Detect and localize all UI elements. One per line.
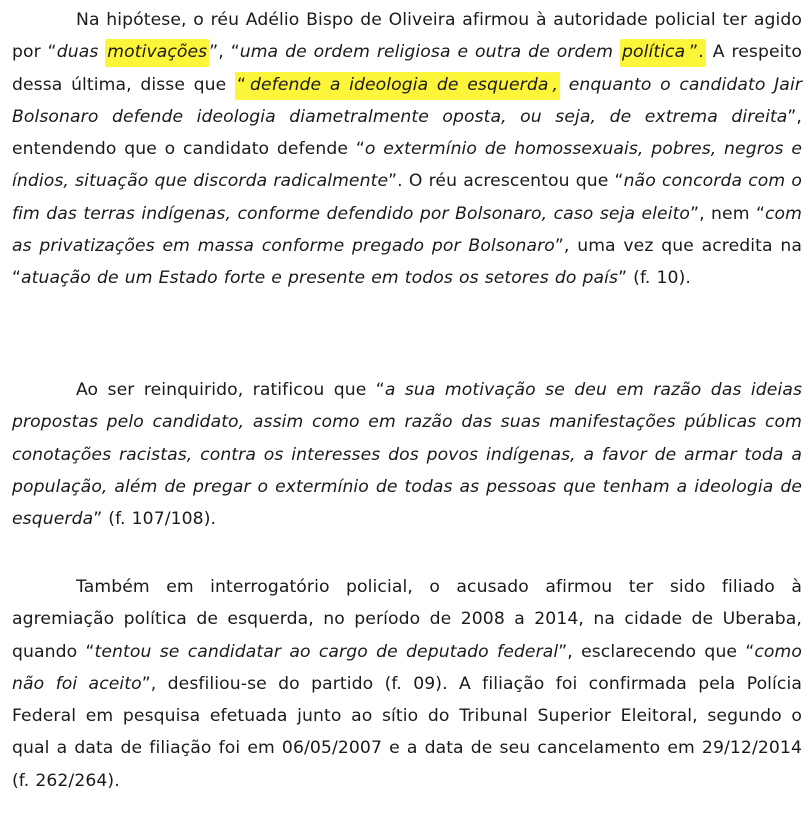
highlighted-text: defende a ideologia de esquerda: [248, 72, 550, 100]
text-run: ” (f. 10).: [618, 268, 691, 289]
highlighted-text: “: [235, 72, 248, 100]
quoted-text: a sua motivação se deu em razão das ideias propostas pelo candidato, assim como em razão das suas manifestações públicas com conotações racistas, contra os interesses dos povos indígenas, a favor de armar toda a população, além de pregar o extermínio de todas as pessoas que tenham a ideologia de esquerda: [12, 380, 803, 530]
text-run: ”, nem “: [690, 203, 765, 224]
quoted-text: uma de ordem religiosa e outra de ordem: [239, 42, 620, 63]
quoted-text: o extermínio de homossexuais, pobres, negros e índios, situação que discorda radicalmente: [12, 139, 802, 192]
quoted-text: tentou se candidatar ao cargo de deputado federal: [94, 641, 559, 662]
highlighted-text: política: [620, 39, 687, 67]
text-run: ”. O réu acrescentou que “: [388, 171, 624, 192]
quoted-text: não concorda com o fim das terras indígenas, conforme defendido por Bolsonaro, caso seja eleito: [12, 171, 802, 224]
paragraph-3: [12, 571, 802, 797]
quoted-text: atuação de um Estado forte e presente em todos os setores do país: [21, 268, 619, 289]
quoted-text: duas: [56, 42, 106, 63]
text-run: ”, desfiliou-se do partido (f. 09). A filiação foi confirmada pela Polícia Federal em pesquisa efetuada junto ao sítio do Tribunal Superior Eleitoral, segundo o qual a data de filiação foi em 06/05/2007 e a data de seu cancelamento em 29/12/2014 (f. 262/264).: [12, 673, 802, 791]
text-run: ”, entendendo que o candidato defende “: [12, 106, 802, 160]
highlighted-text: ,: [550, 72, 560, 100]
text-run: ”, esclarecendo que “: [558, 641, 755, 662]
paragraph-2: [12, 374, 802, 535]
text-run: ”, uma vez que acredita na “: [12, 236, 802, 289]
quoted-text: como não foi aceito: [12, 641, 802, 694]
quoted-text: com as privatizações em massa conforme pregado por Bolsonaro: [12, 203, 802, 257]
text-run: ”, “: [209, 42, 240, 63]
text-run: A respeito dessa última, disse que: [12, 42, 802, 95]
quoted-text: enquanto o candidato Jair Bolsonaro defende ideologia diametralmente oposta, ou seja, de extrema direita: [12, 74, 802, 127]
highlighted-text: ”.: [687, 39, 706, 67]
text-run: ” (f. 107/108).: [93, 509, 217, 530]
text-run: Ao ser reinquirido, ratificou que “: [76, 380, 385, 400]
text-run: Também em interrogatório policial, o acusado afirmou ter sido filiado à agremiação política de esquerda, no período de 2008 a 2014, na cidade de Uberaba, quando “: [12, 577, 802, 662]
highlighted-text: motivações: [105, 39, 209, 67]
text-run: Na hipótese, o réu Adélio Bispo de Oliveira afirmou à autoridade policial ter agido por “: [12, 10, 802, 63]
paragraph-1: [12, 4, 802, 295]
